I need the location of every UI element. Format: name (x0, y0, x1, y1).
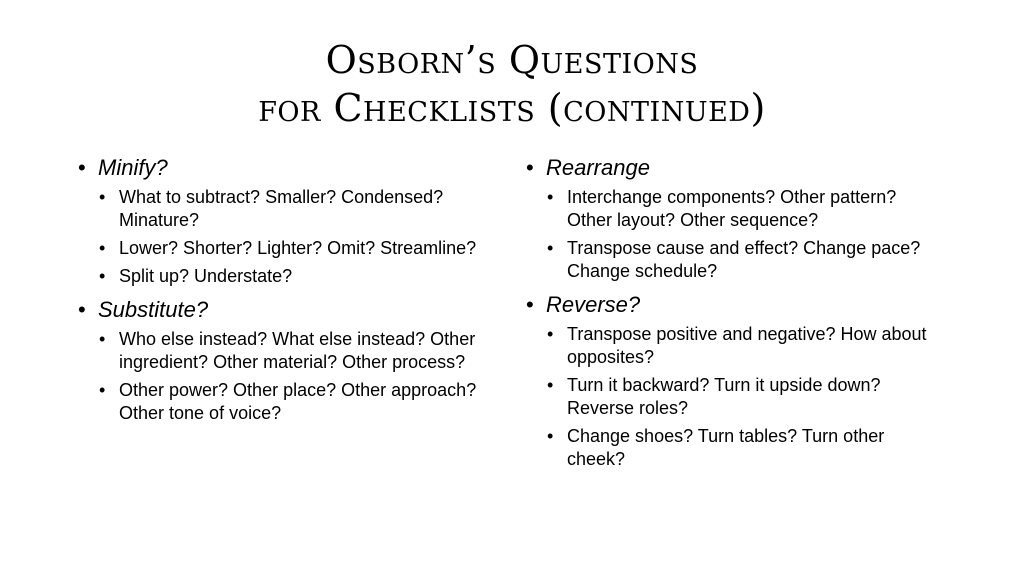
bullet-dot-icon: • (547, 187, 554, 207)
bullet-heading: Substitute? (98, 297, 209, 322)
sub-bullet (98, 265, 478, 288)
sub-bullet-text: Who else instead? What else instead? Other ingredient? Other material? Other process? (119, 329, 476, 372)
sub-bullet (546, 186, 946, 232)
bullet-dot-icon: • (526, 292, 534, 317)
sub-bullet-text: What to subtract? Smaller? Condensed? Minature? (119, 187, 444, 230)
bullet-dot-icon: • (78, 155, 86, 180)
title-line-2: for Checklists (continued) (258, 86, 766, 130)
bullet-substitute (78, 294, 478, 425)
bullet-minify (78, 152, 478, 288)
bullet-dot-icon: • (99, 187, 106, 207)
sub-bullet-text: Interchange components? Other pattern? Other layout? Other sequence? (567, 187, 897, 230)
bullet-dot-icon: • (99, 329, 106, 349)
sub-bullet (546, 237, 946, 283)
sub-bullet (98, 379, 478, 425)
sub-bullet (98, 328, 478, 374)
bullet-dot-icon: • (526, 155, 534, 180)
bullet-dot-icon: • (78, 297, 86, 322)
bullet-dot-icon: • (547, 324, 554, 344)
bullet-dot-icon: • (547, 375, 554, 395)
bullet-dot-icon: • (99, 238, 106, 258)
bullet-dot-icon: • (547, 238, 554, 258)
sub-bullet-text: Turn it backward? Turn it upside down? Reverse roles? (567, 375, 881, 418)
sub-bullet (98, 237, 478, 260)
bullet-dot-icon: • (547, 426, 554, 446)
bullet-rearrange (526, 152, 946, 283)
title-line-1: Osborn’s Questions (325, 38, 699, 82)
bullet-reverse (526, 289, 946, 471)
bullet-heading: Reverse? (546, 292, 641, 317)
right-column (526, 152, 946, 477)
sub-bullet (98, 186, 478, 232)
sub-bullet-text: Other power? Other place? Other approach? Other tone of voice? (119, 380, 477, 423)
sub-bullet-text: Split up? Understate? (119, 266, 293, 286)
sub-bullet-text: Change shoes? Turn tables? Turn other cheek? (567, 426, 885, 469)
slide-title (0, 36, 1024, 132)
sub-bullet (546, 374, 946, 420)
sub-bullet-text: Transpose positive and negative? How about opposites? (567, 324, 927, 367)
sub-bullet (546, 323, 946, 369)
sub-bullet (546, 425, 946, 471)
bullet-heading: Rearrange (546, 155, 650, 180)
sub-bullet-text: Lower? Shorter? Lighter? Omit? Streamline? (119, 238, 477, 258)
bullet-dot-icon: • (99, 380, 106, 400)
bullet-heading: Minify? (98, 155, 168, 180)
sub-bullet-text: Transpose cause and effect? Change pace? Change schedule? (567, 238, 921, 281)
bullet-dot-icon: • (99, 266, 106, 286)
left-column (78, 152, 478, 431)
